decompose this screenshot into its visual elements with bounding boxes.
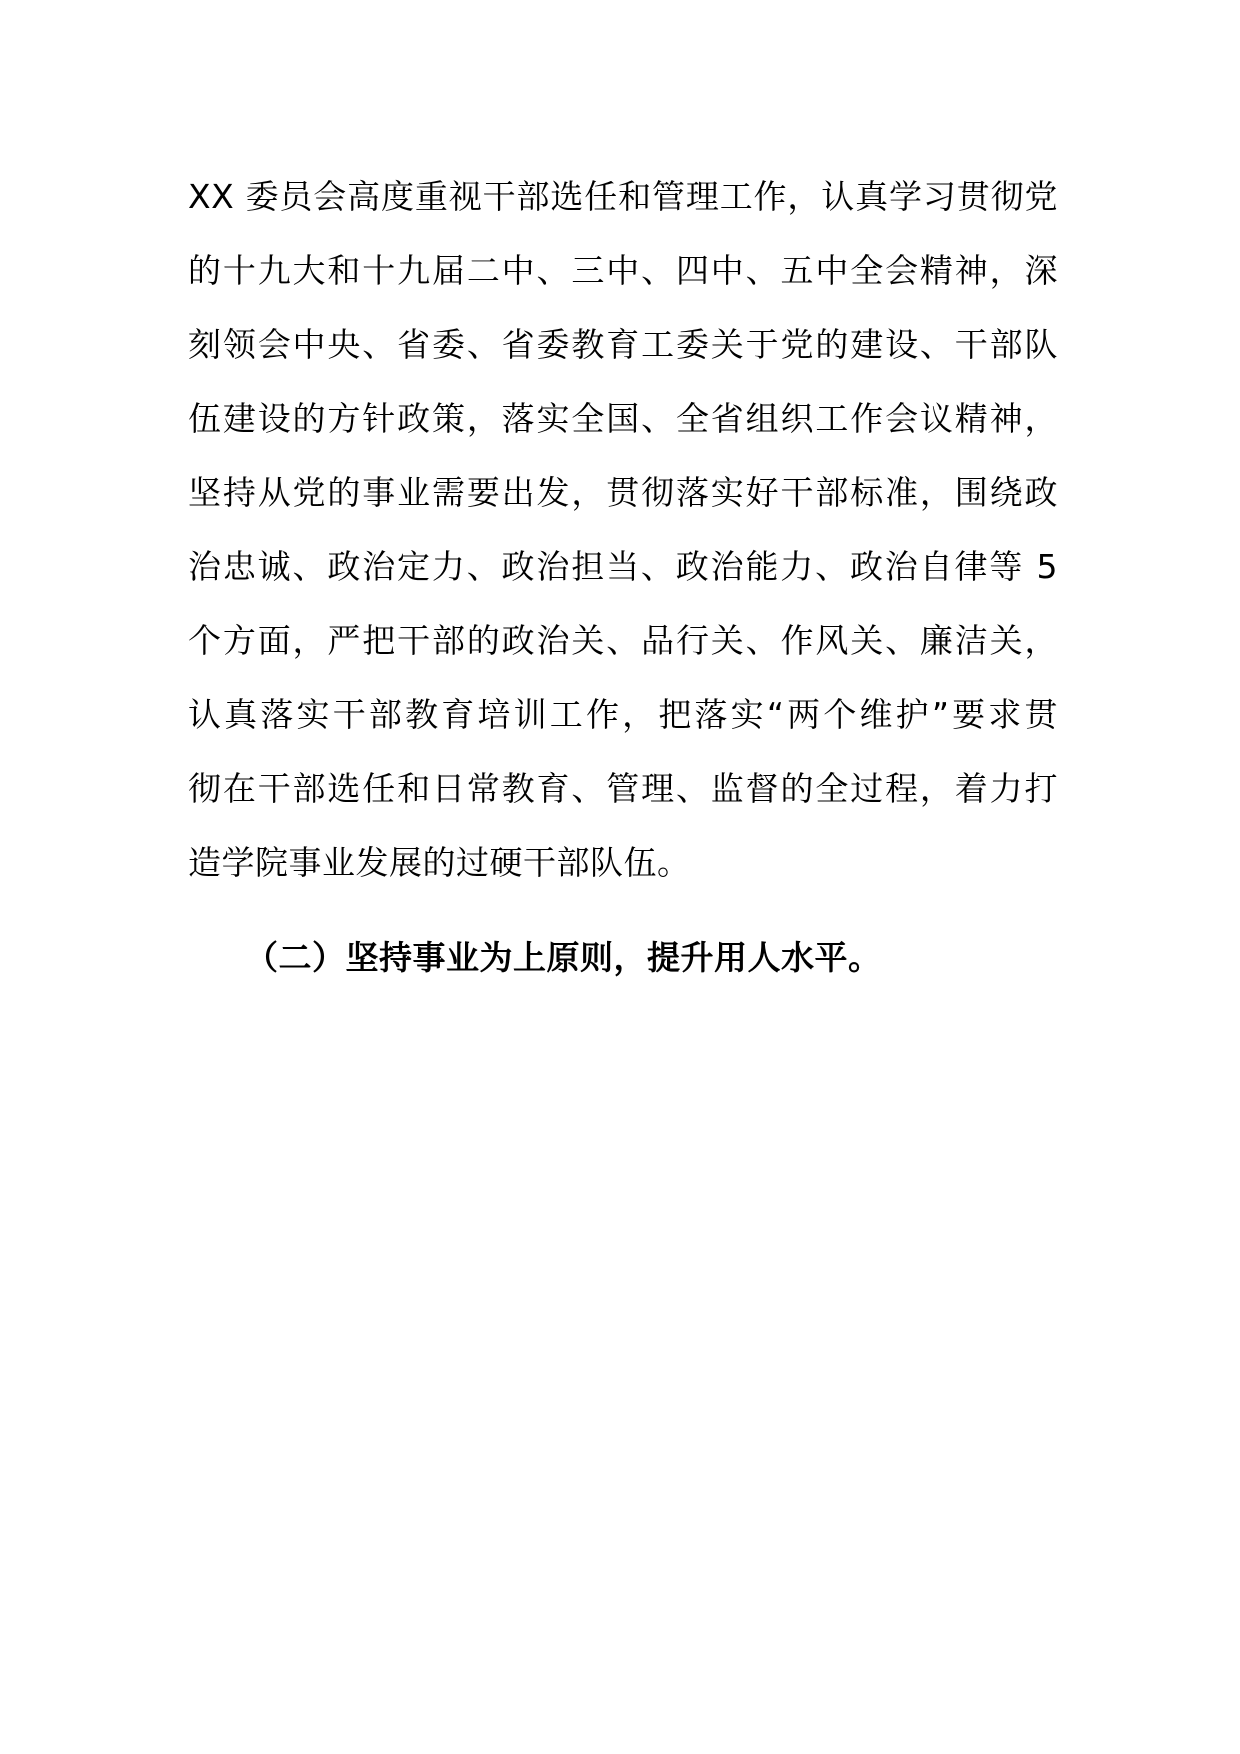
paragraph-line: XX 委员会高度重视干部选任和管理工作，认真学习贯彻党 [188, 177, 1058, 216]
paragraph-line: 彻在干部选任和日常教育、管理、监督的全过程，着力打 [188, 769, 1058, 808]
section-heading: （二）坚持事业为上原则，提升用人水平。 [245, 938, 882, 977]
paragraph-line: 的十九大和十九届二中、三中、四中、五中全会精神，深 [188, 251, 1058, 290]
paragraph-line: 造学院事业发展的过硬干部队伍。 [188, 843, 691, 882]
paragraph-line: 个方面，严把干部的政治关、品行关、作风关、廉洁关， [188, 621, 1058, 660]
paragraph-line: 伍建设的方针政策，落实全国、全省组织工作会议精神， [188, 399, 1058, 438]
paragraph-line: 认真落实干部教育培训工作，把落实“两个维护”要求贯 [188, 695, 1058, 734]
paragraph-line: 刻领会中央、省委、省委教育工委关于党的建设、干部队 [188, 325, 1058, 364]
body-paragraph [188, 160, 1058, 900]
paragraph-line: 坚持从党的事业需要出发，贯彻落实好干部标准，围绕政 [188, 473, 1058, 512]
paragraph-line: 治忠诚、政治定力、政治担当、政治能力、政治自律等 5 [188, 547, 1058, 586]
